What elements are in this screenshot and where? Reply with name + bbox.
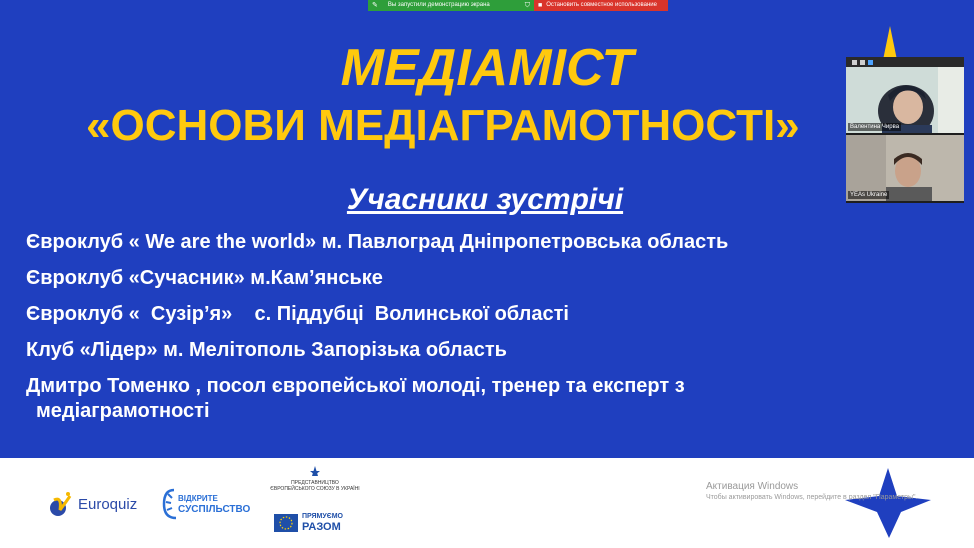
activation-title: Активация Windows [706, 481, 799, 492]
video-tile[interactable] [846, 135, 964, 201]
euroquiz-logo [48, 490, 137, 518]
open-society-line2: СУСПІЛЬСТВО [178, 504, 251, 515]
view-option-icon[interactable] [852, 60, 857, 65]
eu-slogan-line1: ПРЯМУЄМО [302, 513, 343, 520]
participant-item: Євроклуб « We are the world» м. Павлоград Дніпропетровська область [26, 231, 729, 253]
screen-share-bar [368, 0, 668, 11]
stop-sharing-label: Остановить совместное использование [546, 2, 657, 8]
pin-icon[interactable]: ✎ [372, 2, 378, 9]
participant-item: Євроклуб « Сузір’я» с. Піддубці Волинської області [26, 303, 569, 325]
participant-item: Євроклуб «Сучасник» м.Кам’янське [26, 267, 383, 289]
shield-icon: ⛉ [524, 2, 530, 9]
eu-delegation-logo [270, 466, 360, 540]
video-panel-toolbar[interactable] [846, 57, 964, 67]
activation-subtitle: Чтобы активировать Windows, перейдите в раздел "Параметры". [706, 494, 918, 501]
slide-footer [0, 458, 974, 548]
euroquiz-logo-text: Euroquiz [78, 495, 138, 513]
screen-share-status-text: Вы запустили демонстрацию экрана [387, 2, 490, 8]
eu-star-icon [270, 466, 360, 480]
participant-name: Валентина Чирва [850, 124, 900, 130]
participant-item: Клуб «Лідер» м. Мелітополь Запорізька область [26, 339, 507, 361]
view-option-icon[interactable] [860, 60, 865, 65]
euroquiz-icon [48, 490, 74, 518]
slide-subtitle: Учасники зустрічі [346, 183, 624, 216]
stop-sharing-button[interactable] [534, 0, 668, 11]
eu-delegation-caption: ПРЕДСТАВНИЦТВО ЄВРОПЕЙСЬКОГО СОЮЗУ В УКРАЇНІ [270, 480, 360, 492]
star-decoration-icon [845, 468, 931, 538]
open-society-logo [162, 486, 251, 522]
windows-activation-watermark [706, 481, 917, 503]
participant-item: Дмитро Томенко , посол європейської молоді, тренер та експерт з медіаграмотності [26, 375, 685, 422]
slide-title: МЕДІАМІСТ [340, 39, 634, 97]
eu-flag-icon [274, 514, 298, 532]
screen-share-status [368, 0, 534, 11]
slide-title-subline: «ОСНОВИ МЕДІАГРАМОТНОСТІ» [86, 101, 800, 150]
participant-name: YEAs Ukraine [850, 192, 888, 198]
view-option-icon[interactable] [868, 60, 873, 65]
open-society-line1: ВІДКРИТЕ [178, 494, 218, 503]
participants-list [26, 230, 926, 436]
eu-slogan-line2: РАЗОМ [302, 521, 341, 533]
stop-icon: ■ [538, 2, 543, 9]
video-panel[interactable] [846, 57, 964, 203]
video-tile[interactable] [846, 67, 964, 133]
